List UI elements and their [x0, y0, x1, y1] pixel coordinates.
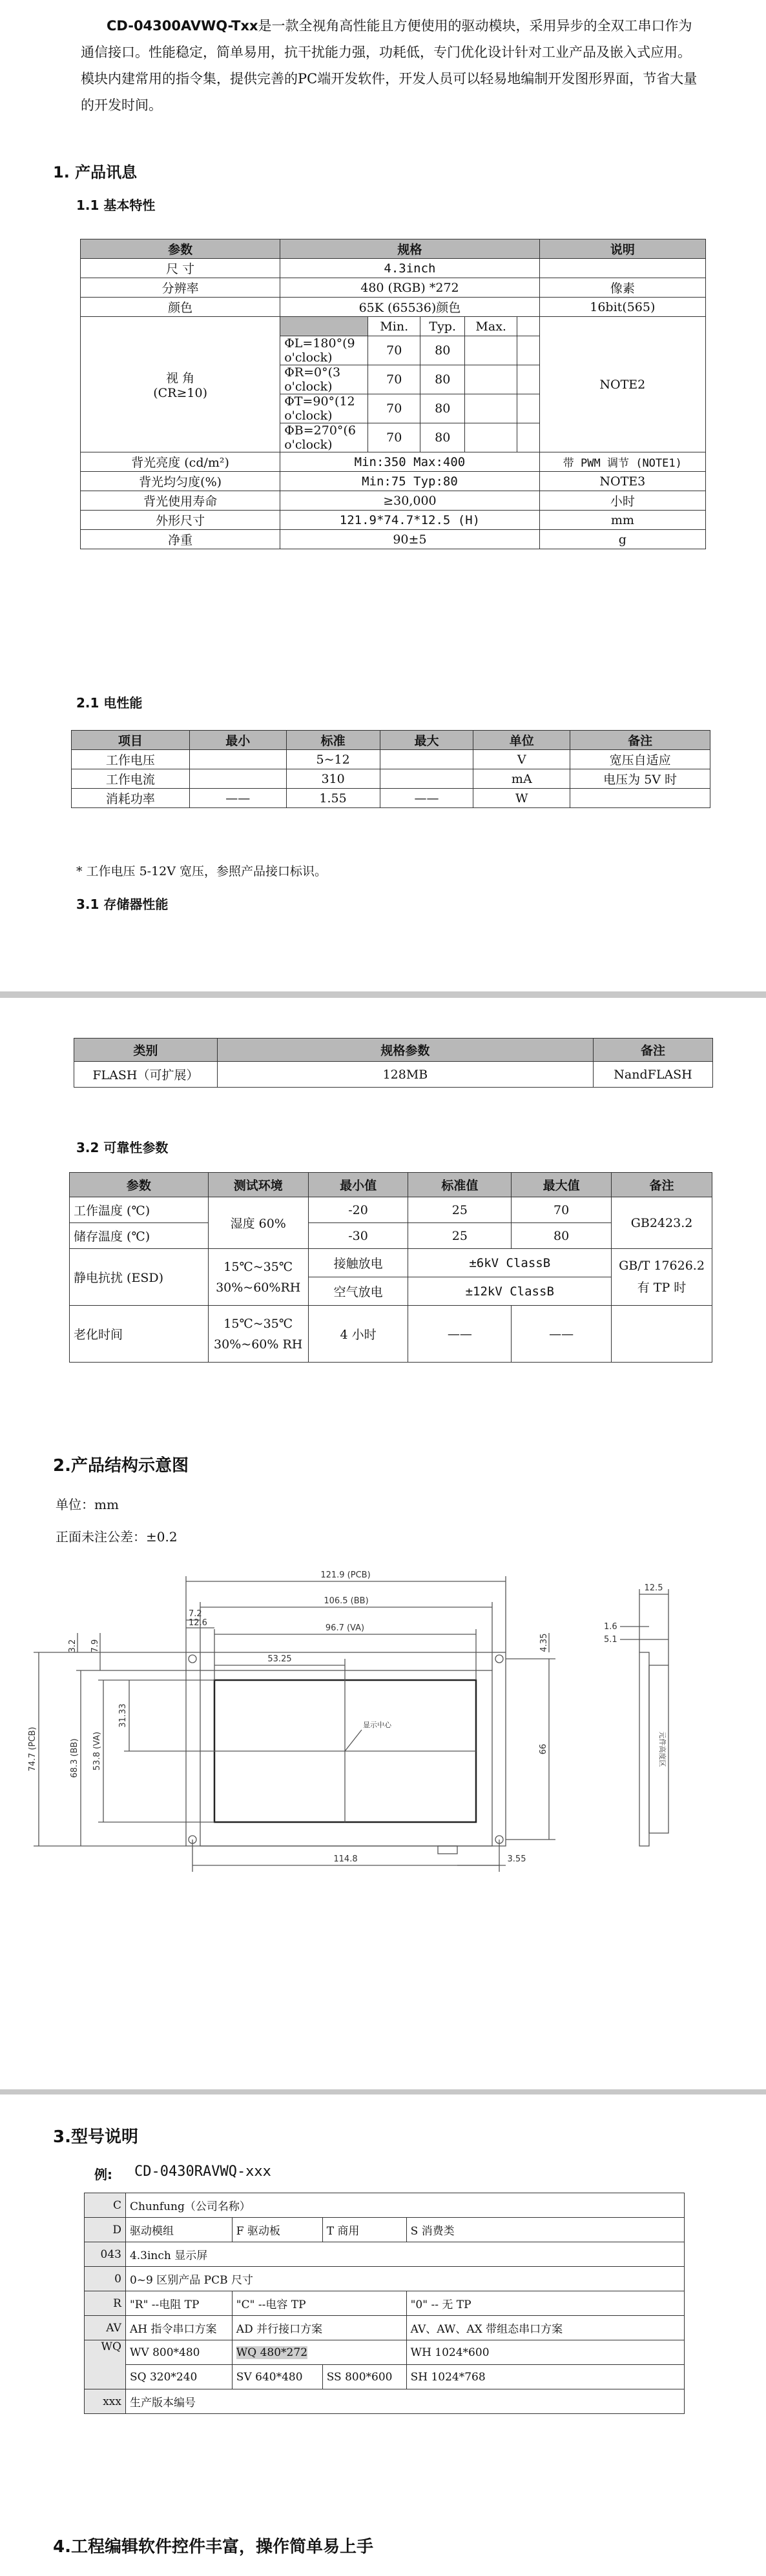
table-row — [81, 472, 706, 491]
cell: 121.9*74.7*12.5 (H) — [280, 511, 539, 530]
table-row: 消耗功率 —— 1.55 —— W — [72, 789, 710, 808]
cell: 像素 — [539, 278, 705, 298]
dim-left-538: 53.8 (VA) — [92, 1731, 102, 1771]
cell: 净重 — [81, 530, 280, 549]
cell: Min. — [368, 317, 420, 336]
table-header: 类别 规格参数 备注 — [74, 1039, 713, 1062]
dim-left-683: 68.3 (BB) — [70, 1738, 79, 1778]
dim-left-126: 12.6 — [189, 1618, 207, 1628]
cell: 480 (RGB) *272 — [280, 278, 539, 298]
cell: mm — [539, 511, 705, 530]
cell: ΦT=90°(12 o'clock) — [280, 394, 368, 423]
table-row: FLASH（可扩展） 128MB NandFLASH — [74, 1062, 713, 1088]
cell — [465, 365, 517, 394]
cell: 外形尺寸 — [81, 511, 280, 530]
cell: 80 — [420, 336, 465, 365]
cell: NOTE3 — [539, 472, 705, 491]
section-title-software: 4.工程编辑软件控件丰富，操作简单易上手 — [53, 2537, 373, 2557]
dim-top-79: 7.9 — [90, 1639, 100, 1653]
mechanical-drawing — [0, 1556, 766, 1891]
cell: 小时 — [539, 491, 705, 511]
center-mark: 显示中心 — [363, 1721, 391, 1729]
cell: 背光使用寿命 — [81, 491, 280, 511]
table-row: 储存温度 (℃) -30 25 80 — [70, 1223, 712, 1249]
table-row: R "R" --电阻 TP "C" --电容 TP "0" -- 无 TP — [85, 2291, 685, 2316]
view-angle-label: 视 角 (CR≥10) — [81, 317, 280, 452]
header-cell: 单位 — [473, 731, 570, 750]
section-title-product-info: 1. 产品讯息 — [53, 163, 138, 181]
dim-top-967: 96.7 (VA) — [325, 1623, 365, 1633]
table-row — [81, 491, 706, 511]
dim-side-125: 12.5 — [644, 1583, 663, 1593]
page-divider — [0, 2089, 766, 2094]
dim-bottom-1148: 114.8 — [333, 1854, 358, 1864]
header-cell: 最小 — [189, 731, 286, 750]
table-row: 0 0~9 区别产品 PCB 尺寸 — [85, 2267, 685, 2291]
table-row — [81, 298, 706, 317]
cell: 70 — [368, 336, 420, 365]
subsection-electrical: 2.1 电性能 — [76, 695, 143, 711]
cell: 80 — [420, 423, 465, 452]
table-row: 静电抗扰 (ESD) 15℃~35℃ 30%~60%RH 接触放电 ±6kV ClassB GB/T 17626.2 有 TP 时 — [70, 1249, 712, 1277]
cell: NOTE2 — [539, 317, 705, 452]
table-row: 工作电流 310 mA 电压为 5V 时 — [72, 769, 710, 789]
header-cell: 参数 — [81, 239, 280, 259]
dim-left-total: 74.7 (PCB) — [28, 1727, 37, 1772]
header-cell: 标准 — [286, 731, 380, 750]
cell: 4.3inch — [280, 259, 539, 278]
cell — [517, 423, 540, 452]
cell: g — [539, 530, 705, 549]
dim-top-32: 3.2 — [68, 1639, 78, 1653]
cell — [280, 317, 368, 336]
cell: 16bit(565) — [539, 298, 705, 317]
table-header: 参数 测试环境 最小值 标准值 最大值 备注 — [70, 1173, 712, 1197]
cell: 背光均匀度(%) — [81, 472, 280, 491]
cell: 65K (65536)颜色 — [280, 298, 539, 317]
cell: 尺 寸 — [81, 259, 280, 278]
dim-right-435: 4.35 — [539, 1633, 549, 1652]
cell: 70 — [368, 365, 420, 394]
electrical-note: * 工作电压 5-12V 宽压，参照产品接口标识。 — [76, 864, 327, 878]
cell — [517, 394, 540, 423]
cell — [517, 336, 540, 365]
cell: 带 PWM 调节 (NOTE1) — [539, 452, 705, 472]
esd-env: 15℃~35℃ 30%~60%RH — [208, 1249, 308, 1306]
model-code-table — [84, 2193, 685, 2414]
table-row: 老化时间 15℃~35℃ 30%~60% RH 4 小时 —— —— — [70, 1306, 712, 1363]
header-cell: 最大 — [380, 731, 473, 750]
cell: ΦR=0°(3 o'clock) — [280, 365, 368, 394]
unit-label: 单位：mm — [56, 1497, 119, 1512]
table-row: 043 4.3inch 显示屏 — [85, 2242, 685, 2267]
cell: Typ. — [420, 317, 465, 336]
aging-env: 15℃~35℃ 30%~60% RH — [208, 1306, 308, 1363]
header-cell: 说明 — [539, 239, 705, 259]
dim-top-5325: 53.25 — [267, 1654, 292, 1664]
cell: Min:75 Typ:80 — [280, 472, 539, 491]
cell: 70 — [368, 394, 420, 423]
table-row: 工作电压 5~12 V 宽压自适应 — [72, 750, 710, 769]
cell: 80 — [420, 365, 465, 394]
section-title-structure: 2.产品结构示意图 — [53, 1456, 189, 1476]
cell — [517, 365, 540, 394]
page-divider — [0, 991, 766, 998]
subsection-storage: 3.1 存储器性能 — [76, 897, 169, 912]
basic-spec-table — [80, 239, 706, 549]
product-code: CD-04300AVWQ-Txx — [107, 18, 258, 34]
cell: 90±5 — [280, 530, 539, 549]
esd-std: GB/T 17626.2 有 TP 时 — [612, 1249, 712, 1306]
cell — [465, 423, 517, 452]
header-cell: 规格 — [280, 239, 539, 259]
table-row: AV AH 指令串口方案 AD 并行接口方案 AV、AW、AX 带组态串口方案 — [85, 2316, 685, 2340]
intro-paragraph — [81, 13, 701, 119]
cell: Min:350 Max:400 — [280, 452, 539, 472]
header-cell: 备注 — [570, 731, 710, 750]
cell: 80 — [420, 394, 465, 423]
cell: ≥30,000 — [280, 491, 539, 511]
cell: 分辨率 — [81, 278, 280, 298]
table-row — [81, 511, 706, 530]
reliability-table — [69, 1172, 712, 1363]
cell: 背光亮度 (cd/m²) — [81, 452, 280, 472]
dim-top-1065: 106.5 (BB) — [324, 1596, 369, 1606]
storage-table — [74, 1038, 713, 1088]
header-cell: 项目 — [72, 731, 190, 750]
table-row — [81, 317, 706, 336]
dim-left-3133: 31.33 — [118, 1703, 128, 1728]
cell: ΦL=180°(9 o'clock) — [280, 336, 368, 365]
dim-side-16: 1.6 — [604, 1622, 617, 1632]
example-label: 例: — [94, 2167, 112, 2182]
pcb-outline — [186, 1652, 506, 1846]
table-header — [72, 731, 710, 750]
table-row: WQ WV 800*480 WQ 480*272 WH 1024*600 — [85, 2340, 685, 2365]
table-row: 空气放电 ±12kV ClassB — [70, 1277, 712, 1306]
dim-side-51: 5.1 — [604, 1635, 617, 1645]
dim-left-72: 7.2 — [189, 1609, 202, 1619]
section-title-model: 3.型号说明 — [53, 2127, 138, 2147]
dim-right-66: 66 — [539, 1743, 548, 1755]
side-label: 元件高度区 — [658, 1731, 667, 1767]
table-header — [81, 239, 706, 259]
example-model: CD-0430RAVWQ-xxx — [134, 2164, 271, 2180]
cell — [465, 336, 517, 365]
table-row — [81, 530, 706, 549]
dim-top-total: 121.9 (PCB) — [320, 1570, 371, 1580]
cell: Max. — [465, 317, 517, 336]
table-row: SQ 320*240 SV 640*480 SS 800*600 SH 1024*768 — [85, 2365, 685, 2389]
subsection-basic: 1.1 基本特性 — [76, 198, 156, 213]
cell — [539, 259, 705, 278]
cell: 颜色 — [81, 298, 280, 317]
table-row: D 驱动模组 F 驱动板 T 商用 S 消费类 — [85, 2218, 685, 2242]
table-row — [81, 278, 706, 298]
cell — [465, 394, 517, 423]
cell: 70 — [368, 423, 420, 452]
subsection-reliability: 3.2 可靠性参数 — [76, 1140, 169, 1155]
table-row: C Chunfung（公司名称） — [85, 2193, 685, 2218]
table-row: 工作温度 (℃) 湿度 60% -20 25 70 GB2423.2 — [70, 1197, 712, 1223]
cell — [517, 317, 540, 336]
dim-bottom-355: 3.55 — [507, 1854, 526, 1864]
bezel-outline — [200, 1670, 492, 1846]
table-row — [81, 452, 706, 472]
intro-text: 是一款全视角高性能且方便使用的驱动模块，采用异步的全双工串口作为通信接口。性能稳定，简单易用，抗干扰能力强，功耗低，专门优化设计针对工业产品及嵌入式应用。模块内建常用的指令集，提供完善的PC端开发软件，开发人员可以轻易地编制开发图形界面，节省大量的开发时间。 — [81, 18, 698, 113]
table-row: xxx 生产版本编号 — [85, 2389, 685, 2414]
electrical-table — [71, 730, 710, 808]
tolerance-label: 正面未注公差：±0.2 — [56, 1529, 178, 1545]
cell: ΦB=270°(6 o'clock) — [280, 423, 368, 452]
table-row — [81, 259, 706, 278]
